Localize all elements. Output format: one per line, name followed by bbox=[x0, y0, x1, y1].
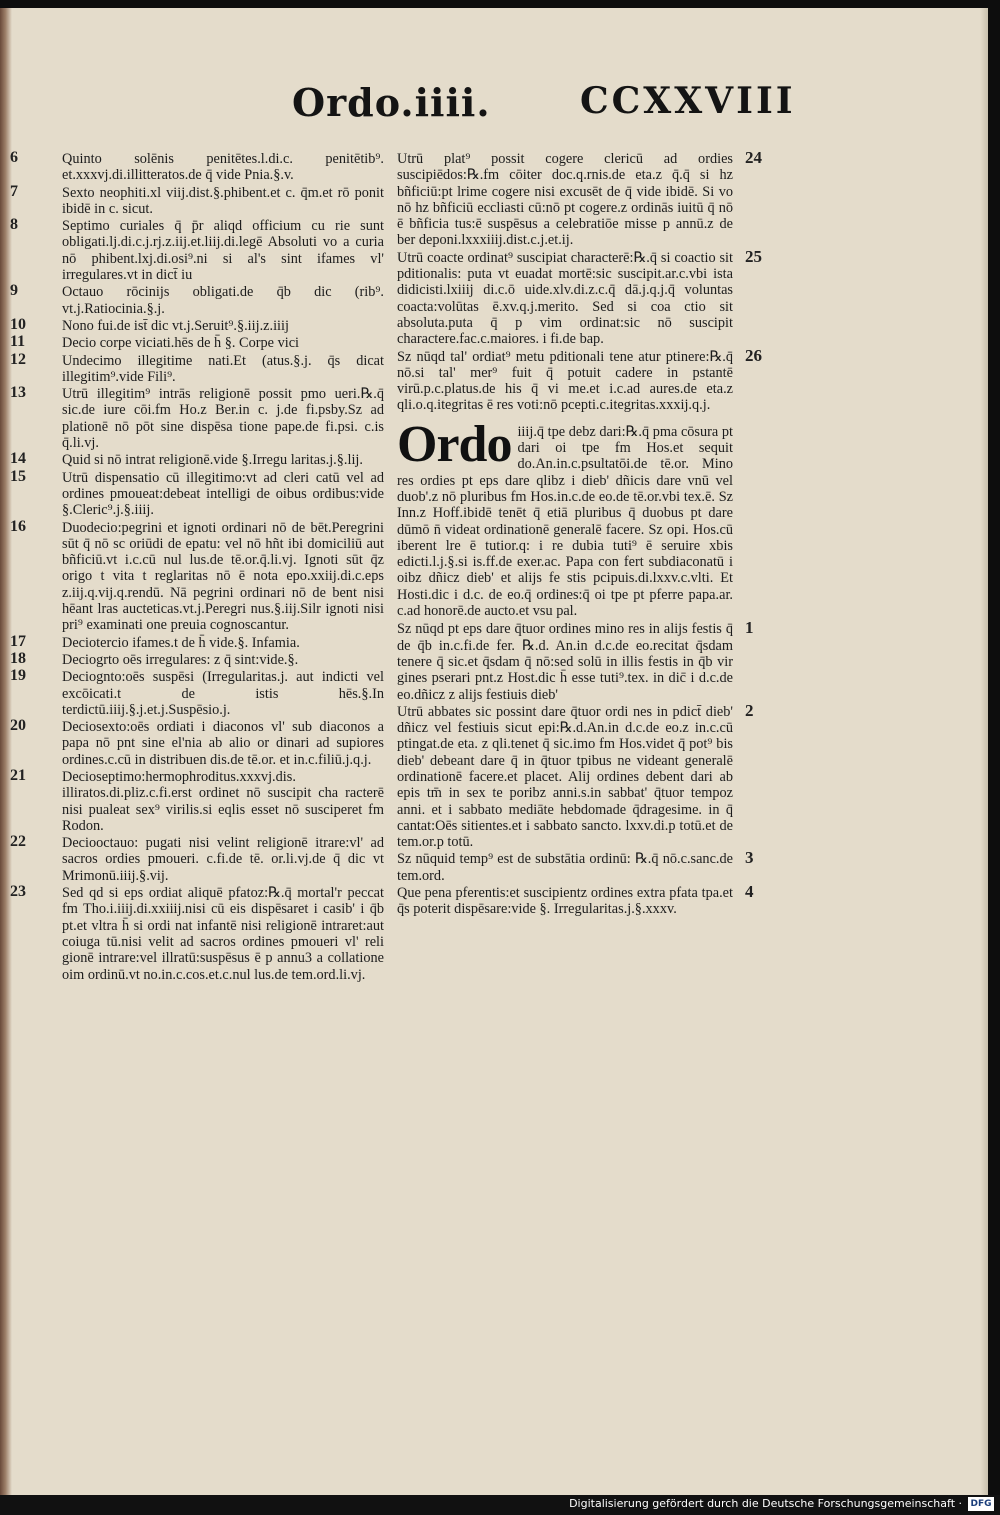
entry bbox=[10, 883, 384, 983]
entry-text: Deciooctauo: pugati nisi velint religionē itrare:vl' ad sacros ordies pmoueri. c.fi.de tē. or.li.vj.de q̄ dic vt Mrimonū.iiij.§.vij. bbox=[62, 835, 384, 884]
entry-text: Quinto solēnis penitētes.l.di.c. penitētib⁹. et.xxxvj.di.illitteratos.de q̄ vide Pnia.§.v. bbox=[62, 151, 384, 184]
running-head-title: Ordo.iiii. bbox=[292, 80, 491, 125]
margin-number: 6 bbox=[10, 149, 18, 166]
margin-number: 24 bbox=[745, 148, 762, 167]
section-intro: iiij.q̄ tpe debz dari:℞.q̄ pma cōsura pt dari oi tpe fm Hos.et sequit do.An.in.c.psultatōi.de tē.or. Mino res ordies pt eps dare qlibz i dieb' dñicis dare vnū vel duob'.z nō pluribus fm Hos.in.c.de eo.de tē.or.vbi tex.ē. Sz Inn.z Hoff.ibidē tenēt q̄ etiā pluribus q̄ duobus pt dare dūmō n̄ videat ordinationē generalē facere. Sz opi. Hos.cū iberent lre ē tutior.q: i re dubia tuti⁹ ē seruire xbis edicti.l.j.§.si is.ff.de exer.ac. Papa con fert subdiaconatū i oibz dñicz dieb' et alijs fe stis pcipuis.di.lxxv.c.vlti. Et Hosti.dic i d.c. de eo.q̄ ordines:q̄ oi tpe pt pferre papa.ar. c.ad honorē.de aucto.et vsu pal. bbox=[397, 423, 733, 620]
left-column bbox=[10, 149, 384, 983]
entry bbox=[10, 182, 384, 218]
entry bbox=[10, 467, 384, 519]
margin-number: 1 bbox=[745, 618, 754, 638]
entry bbox=[397, 882, 754, 918]
entry-text: Utrū coacte ordinat⁹ suscipiat characterē:℞.q̄ si coactio sit pditionalis: puta vt euadat mortē:sic suscipit.ar.c.vbi ista didicisti.lxiiij di.c.ō uide.xlv.di.z.c.q̄ dā.j.q.j.q̄ voluntas coacta:volūtas ē.xv.q.j.merito. Sed si coa ctio sit absoluta.puta q̄ p vim ordinat:sic nō suscipit charactere.fac.c.maiores. i fi.de bap. bbox=[397, 249, 733, 348]
entry-text: Quid si nō intrat religionē.vide §.Irregu laritas.j.§.lij. bbox=[62, 452, 363, 469]
entry-text: Utrū plat⁹ possit cogere clericū ad ordies suscipiēdos:℞.fm cōiter doc.q.rnis.de eta.z q̄.q̄ si hz bñficiū:pt lrime cogere nisi excusēt de q̄ vide ibidē. Si vo nō hz bñficiū eccliasti cū:nō pt cogere.z ordinās iuitū q̄ nō ē bñficia tus:ē suspēsus a celebratiōe misse p annū.z de ber deponi.lxxxiiij.dist.c.j.et.ij. bbox=[397, 151, 733, 249]
margin-number: 12 bbox=[10, 350, 26, 368]
entry bbox=[10, 282, 384, 317]
right-column bbox=[397, 148, 762, 918]
entry-text: Utrū illegitim⁹ intrās religionē possit pmo ueri.℞.q̄ sic.de iure cōi.fm Ho.z Ber.in c. j.de fi.psby.Sz ad plationē nō pōt sine dispēsa tione pape.de fi.psi. c.is q̄.li.vj. bbox=[62, 386, 384, 452]
entry bbox=[10, 333, 384, 352]
entry-text: Octauo rōcinijs obligati.de q̄b dic (rib⁹. vt.j.Ratiocinia.§.j. bbox=[62, 284, 384, 317]
entry bbox=[397, 246, 762, 348]
margin-number: 26 bbox=[745, 345, 762, 365]
entry bbox=[10, 450, 384, 469]
entry-text: Decio corpe viciati.hēs de h̄ §. Corpe vici bbox=[62, 335, 300, 352]
margin-number: 18 bbox=[10, 649, 26, 667]
entry bbox=[10, 667, 384, 718]
margin-number: 3 bbox=[745, 848, 754, 868]
entry-text: Sexto neophiti.xl viij.dist.§.phibent.et c. q̄m.et rō ponit ibidē in c. sicut. bbox=[62, 184, 384, 217]
margin-number: 2 bbox=[745, 700, 754, 720]
margin-number: 14 bbox=[10, 450, 26, 468]
entry bbox=[10, 649, 384, 668]
dfg-logo: DFG bbox=[968, 1497, 994, 1511]
margin-number: 19 bbox=[10, 667, 26, 685]
entry bbox=[397, 345, 762, 414]
entry-text: Duodecio:pegrini et ignoti ordinari nō de bēt.Peregrini sūt q̄ nō sc oriūdi de epatu: vel nō hñt ibi domiciliū aut bñficiū.vt i.c.cū nul lus.de tē.or.q̄.li.vj. Ignoti sūt q̄z origo t vita t reglaritas nō ē nota epo.xxiij.di.c.eps z.iij.q.vij.q.rendū. Nā pegrini ordinari nō de bent nisi hēant lras aucteticas.vt.j.Peregri nus.§.iij.Silr ignoti nisi pri⁹ examinati one preuia cognoscantur. bbox=[62, 519, 384, 634]
entry-text: Deciognto:oēs suspēsi (Irregularitas.j. aut indicti vel excōicati.t de istis hēs.§.In terdictū.iiij.§.j.et.j.Suspēsio.j. bbox=[62, 669, 384, 718]
margin-number: 7 bbox=[10, 182, 18, 200]
entry bbox=[10, 717, 384, 768]
entry-text: Utrū abbates sic possint dare q̄tuor ordi nes in pdict̄ dieb' dñicz vel festiuis sicut epi:℞.d.An.in d.c.de eo.z in.c.cū ptingat.de eta. z qli.tenet q̄ sic.imo fm Hos.videt q̄ pot⁹ bis dieb' debeant dare q̄ in q̄tuor tpibus ne videant generalē ordinationē facere.et placet. Alij ordines debent dari ab epis tm̄ in sex te poribz anni.s.in sabbat' q̄tuor tempoz anni. et i sabbato mediāte hebdomade q̄dragesime. in q̄ cantat:Oēs sitientes.et i sabbato sancto. lxxv.di.p totū.et de tem.or.p totū. bbox=[397, 703, 733, 851]
section-heading: Ordo bbox=[397, 415, 512, 473]
page-edge bbox=[980, 8, 988, 1495]
margin-number: 23 bbox=[10, 883, 26, 901]
margin-number: 10 bbox=[10, 315, 26, 333]
margin-number: 16 bbox=[10, 517, 26, 535]
entry bbox=[397, 700, 754, 851]
entry bbox=[10, 384, 384, 452]
entry-text: Septimo curiales q̄ p̄r aliqd officium cu rie sunt obligati.lj.di.c.j.rj.z.iij.et.liij.di.legē Absoluti vo a curia nō phibent.lxj.di.osi⁹.ni si al's sint ifames vl' irregulares.vt in dict̄ iu bbox=[62, 218, 384, 284]
margin-number: 22 bbox=[10, 833, 26, 851]
entry-text: Sz nūquid temp⁹ est de substātia ordinū: ℞.q̄ nō.c.sanc.de tem.ord. bbox=[397, 851, 733, 884]
funding-credit: Digitalisierung gefördert durch die Deutsche Forschungsgemeinschaft · bbox=[569, 1497, 962, 1510]
margin-number: 9 bbox=[10, 282, 18, 300]
entry-text: Decioseptimo:hermophroditus.xxxvj.dis. illiratos.di.pliz.c.fi.erst ordinet nō suscipit cha racterē nisi pualeat sex⁹ virilis.si eqlis esset nō susciperet fm Rodon. bbox=[62, 768, 384, 834]
entry-text: Deciogrto oēs irregulares: z q̄ sint:vide.§. bbox=[62, 651, 299, 668]
entry-text: Que pena pferentis:et suscipientz ordines extra pfata tpa.et q̄s poterit dispēsare:vide §. Irregularitas.j.§.xxxv. bbox=[397, 885, 733, 918]
margin-number: 15 bbox=[10, 467, 26, 485]
entry bbox=[10, 350, 384, 386]
entry-text: Sz nūqd pt eps dare q̄tuor ordines mino res in alijs festis q̄ de q̄b in.c.fi.de fer. ℞.d. An.in d.c.de eo.recitat q̄sdam tenere q̄ sic.et q̄sdam q̄ nō:sed solū in illis festis in q̄b vir gines pserari pnt.z Host.dic h̄ esse tuti⁹.tex. in dic̄ i d.c.de eo.dñicz z alijs festiuis dieb' bbox=[397, 621, 733, 703]
entry bbox=[397, 848, 754, 884]
margin-number: 4 bbox=[745, 882, 754, 902]
entry bbox=[10, 766, 384, 834]
entry-text: Nono fui.de ist̄ dic vt.j.Seruit⁹.§.iij.z.iiij bbox=[62, 317, 289, 334]
entry-text: Deciosexto:oēs ordiati i diaconos vl' sub diaconos a papa nō pnt sine el'nia ab alio or dinari ad supiores ordines.c.cū in distribuen dis.de tē.or. et in.c.filiū.j.q.j. bbox=[62, 719, 384, 768]
entry-text: Sed qd si eps ordiat aliquē pfatoz:℞.q̄ mortal'r peccat fm Tho.i.iiij.di.xxiiij.nisi cū eis dispēsaret i casib' i q̄b pt.et vltra h̄ si ordi nat infantē nisi religionē intraret:aut coiuga tū.nisi velit ad sacros ordines pmoueri vl' reli gionē intrare:vel illratū:suspēsus ē p annu3 a collatione oim ordinū.vt no.in.c.cos.et.c.nul lus.de tem.ord.li.vj. bbox=[62, 885, 384, 983]
entry bbox=[10, 833, 384, 884]
margin-number: 13 bbox=[10, 384, 26, 402]
section-ordo bbox=[397, 415, 733, 620]
book-page bbox=[0, 8, 988, 1495]
entry bbox=[10, 517, 384, 634]
margin-number: 17 bbox=[10, 632, 26, 650]
entry-text: Deciotercio ifames.t de h̄ vide.§. Infamia. bbox=[62, 634, 300, 651]
entry bbox=[397, 148, 762, 249]
entry bbox=[10, 216, 384, 284]
margin-number: 25 bbox=[745, 246, 762, 266]
entry bbox=[10, 632, 384, 651]
entry-text: Sz nūqd tal' ordiat⁹ metu pditionali tene atur ptinere:℞.q̄ nō.si tal' mer⁹ fuit q̄ potuit cadere in pstantē virū.p.c.platus.de his q̄ vi me.et i.c.ad aures.de eta.z qli.o.q.itegritas ē res voti:nō pcepti.c.itegritas.xxxij.q.j. bbox=[397, 348, 733, 414]
entry bbox=[10, 149, 384, 184]
entry bbox=[10, 315, 384, 334]
folio-number: CCXXVIII bbox=[580, 80, 796, 122]
margin-number: 21 bbox=[10, 766, 26, 784]
entry-text: Utrū dispensatio cū illegitimo:vt ad cleri catū vel ad ordines pmoueat:debeat intelligi de oibus ordibus:vide §.Cleric⁹.j.§.iiij. bbox=[62, 469, 384, 519]
margin-number: 8 bbox=[10, 216, 18, 234]
margin-number: 11 bbox=[10, 333, 26, 351]
entry-text: Undecimo illegitime nati.Et (atus.§.j. q̄s dicat illegitim⁹.vide Fili⁹. bbox=[62, 352, 384, 385]
margin-number: 20 bbox=[10, 717, 26, 735]
entry bbox=[397, 618, 754, 703]
